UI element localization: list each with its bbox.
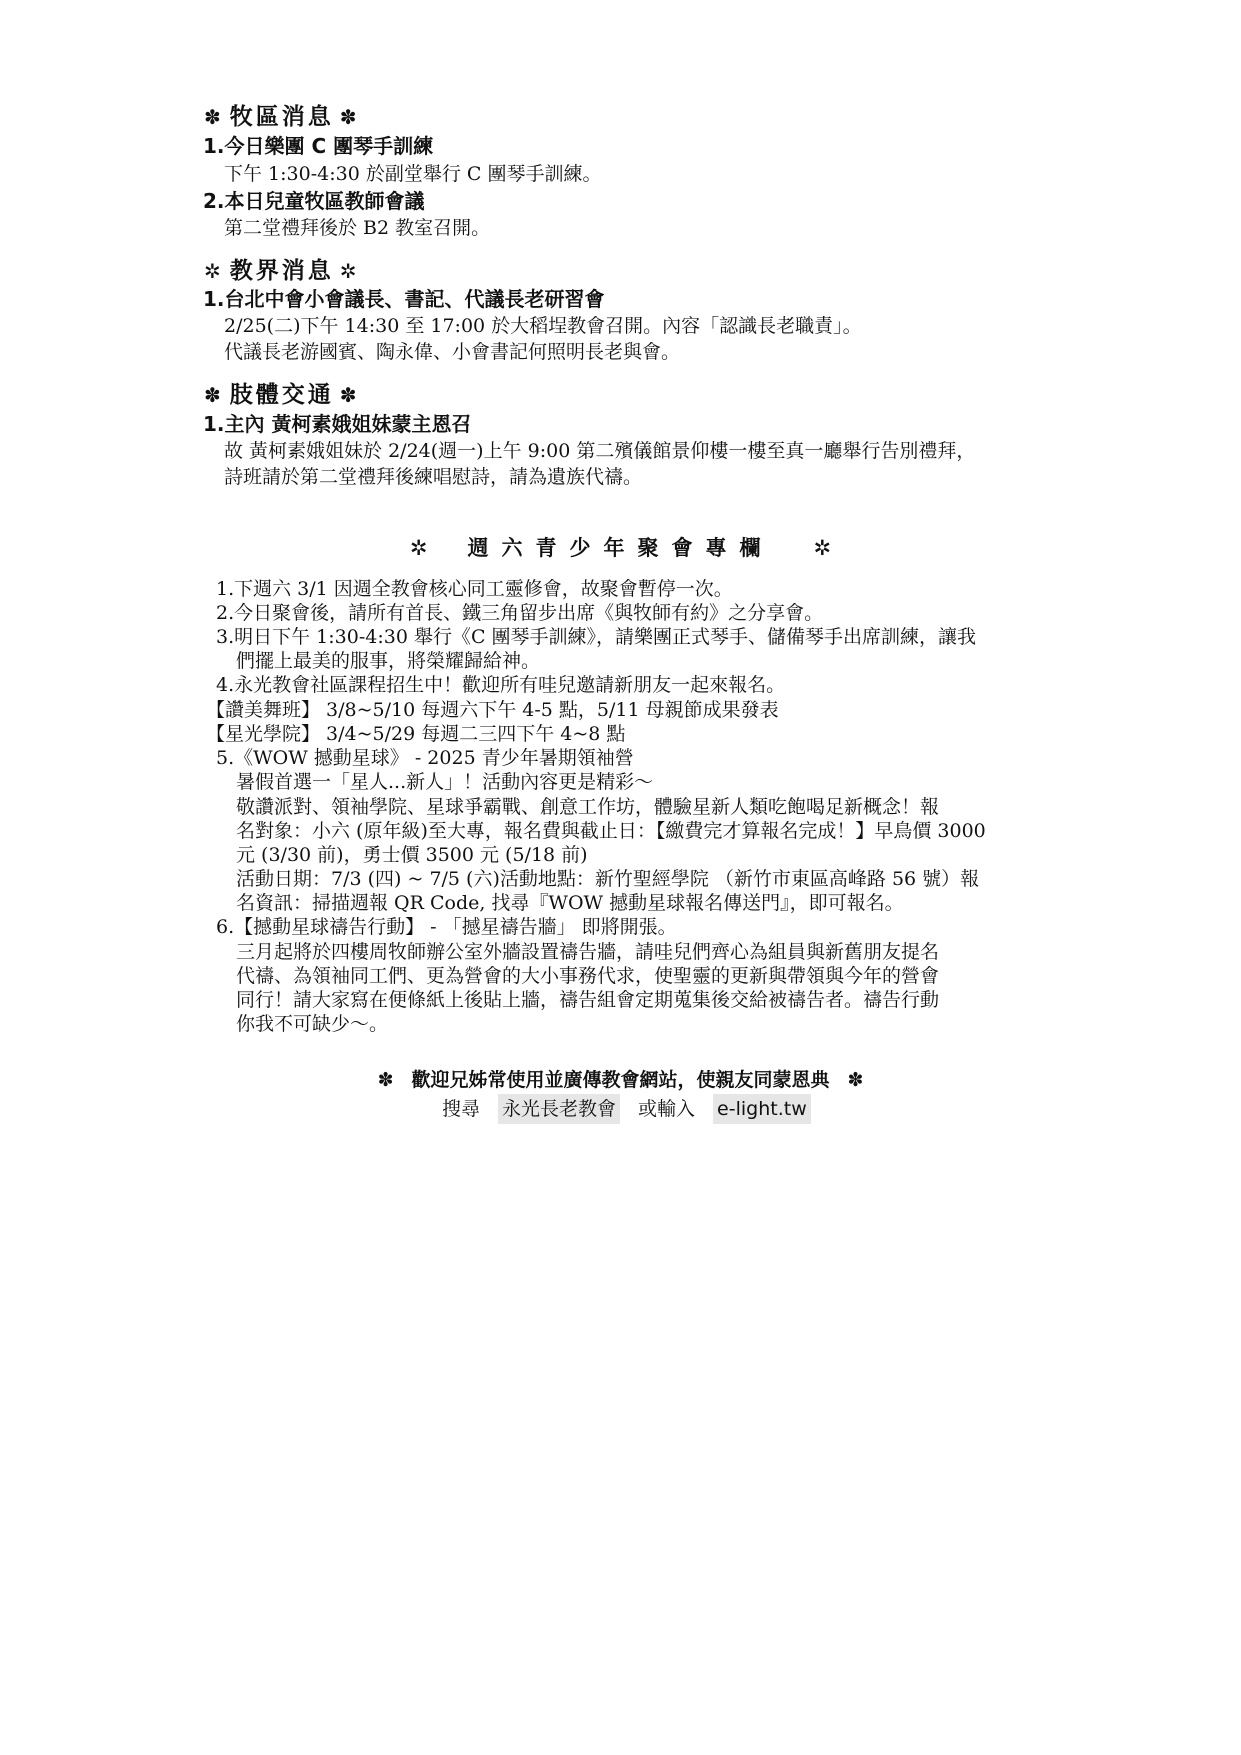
youth-line: 1.下週六 3/1 因週全教會核心同工靈修會，故聚會暫停一次。 [216,578,733,600]
youth-line: 名資訊：掃描週報 QR Code, 找尋『WOW 撼動星球報名傳送門』，即可報名。 [236,892,904,914]
or-label: 或輸入 [638,1098,696,1120]
website-url: e-light.tw [713,1094,811,1124]
body-news-item1-title: 1.主內 黃柯素娥姐妹蒙主恩召 [203,412,472,436]
flower-icon: ✲ [409,536,428,560]
body-news-heading-row [198,380,366,410]
youth-line: 【星光學院】 3/4~5/29 每週二三四下午 4~8 點 [206,723,626,745]
flower-icon: ✽ [339,105,360,129]
pastoral-item2-title: 2.本日兒童牧區教師會議 [203,189,425,213]
search-term: 永光長老教會 [498,1094,620,1124]
body-news-item1-body2: 詩班請於第二堂禮拜後練唱慰詩，請為遺族代禱。 [224,466,643,488]
pastoral-item1-title: 1.今日樂團 C 團琴手訓練 [203,134,434,158]
church-heading-row [198,256,366,286]
body-news-item1-body1: 故 黃柯素娥姐妹於 2/24(週一)上午 9:00 第二殯儀館景仰樓一樓至真一廳舉行告別禮拜， [224,440,976,462]
youth-line: 2.今日聚會後，請所有首長、鐵三角留步出席《與牧師有約》之分享會。 [216,602,824,624]
church-item1-title: 1.台北中會小會議長、書記、代議長老研習會 [203,287,605,311]
youth-line: 5.《WOW 撼動星球》 - 2025 青少年暑期領袖營 [216,747,634,769]
church-item1-body1: 2/25(二)下午 14:30 至 17:00 於大稻埕教會召開。內容「認識長老職責」。 [224,315,862,337]
flower-icon: ✲ [339,259,360,283]
flower-icon: ✽ [339,383,360,407]
flower-icon: ✽ [204,383,224,407]
flower-icon: ✽ [377,1069,394,1091]
youth-column-title [0,533,1241,563]
youth-line: 6.【撼動星球禱告行動】 - 「撼星禱告牆」 即將開張。 [216,916,677,938]
youth-line: 4.永光教會社區課程招生中！歡迎所有哇兒邀請新朋友一起來報名。 [216,674,786,696]
church-heading: 教界消息 [229,258,334,284]
youth-line: 同行！請大家寫在便條紙上後貼上牆，禱告組會定期蒐集後交給被禱告者。禱告行動 [236,989,940,1011]
body-news-heading: 肢體交通 [229,382,334,408]
flower-icon: ✽ [204,105,224,129]
youth-title-text: 週六青少年聚會專欄 [467,536,774,560]
youth-line: 暑假首選一「星人...新人」！活動內容更是精彩～ [236,771,654,793]
youth-line: 們擺上最美的服事，將榮耀歸給神。 [236,650,541,672]
youth-line: 敬讚派對、領袖學院、星球爭霸戰、創意工作坊，體驗星新人類吃飽喝足新概念！報 [236,796,940,818]
youth-line: 你我不可缺少～。 [236,1013,389,1035]
footer-search-row [442,1094,811,1124]
search-label: 搜尋 [442,1098,481,1120]
flower-icon: ✲ [813,536,832,560]
pastoral-heading-row [198,102,366,132]
youth-line: 【讚美舞班】 3/8~5/10 每週六下午 4-5 點，5/11 母親節成果發表 [206,699,779,721]
pastoral-item2-body: 第二堂禮拜後於 B2 教室召開。 [224,217,491,239]
youth-line: 代禱、為領袖同工們、更為營會的大小事務代求，使聖靈的更新與帶領與今年的營會 [236,965,940,987]
youth-line: 活動日期：7/3 (四) ~ 7/5 (六)活動地點：新竹聖經學院 （新竹市東區高峰路 56 號）報 [236,868,980,890]
youth-line: 元 (3/30 前)，勇士價 3500 元 (5/18 前) [236,844,588,866]
pastoral-heading: 牧區消息 [229,104,334,130]
flower-icon: ✽ [847,1069,864,1091]
footer-title [0,1067,1241,1093]
youth-line: 三月起將於四樓周牧師辦公室外牆設置禱告牆，請哇兒們齊心為組員與新舊朋友提名 [236,941,940,963]
footer-title-text: 歡迎兄姊常使用並廣傳教會網站，使親友同蒙恩典 [411,1069,830,1091]
flower-icon: ✲ [204,259,224,283]
youth-line: 3.明日下午 1:30-4:30 舉行《C 團琴手訓練》，請樂團正式琴手、儲備琴手出席訓練，讓我 [216,626,977,648]
church-item1-body2: 代議長老游國賓、陶永偉、小會書記何照明長老與會。 [224,341,681,363]
pastoral-item1-body: 下午 1:30-4:30 於副堂舉行 C 團琴手訓練。 [224,163,602,185]
youth-line: 名對象：小六 (原年級)至大專，報名費與截止日：【繳費完才算報名完成！】早鳥價 3000 [236,820,986,842]
